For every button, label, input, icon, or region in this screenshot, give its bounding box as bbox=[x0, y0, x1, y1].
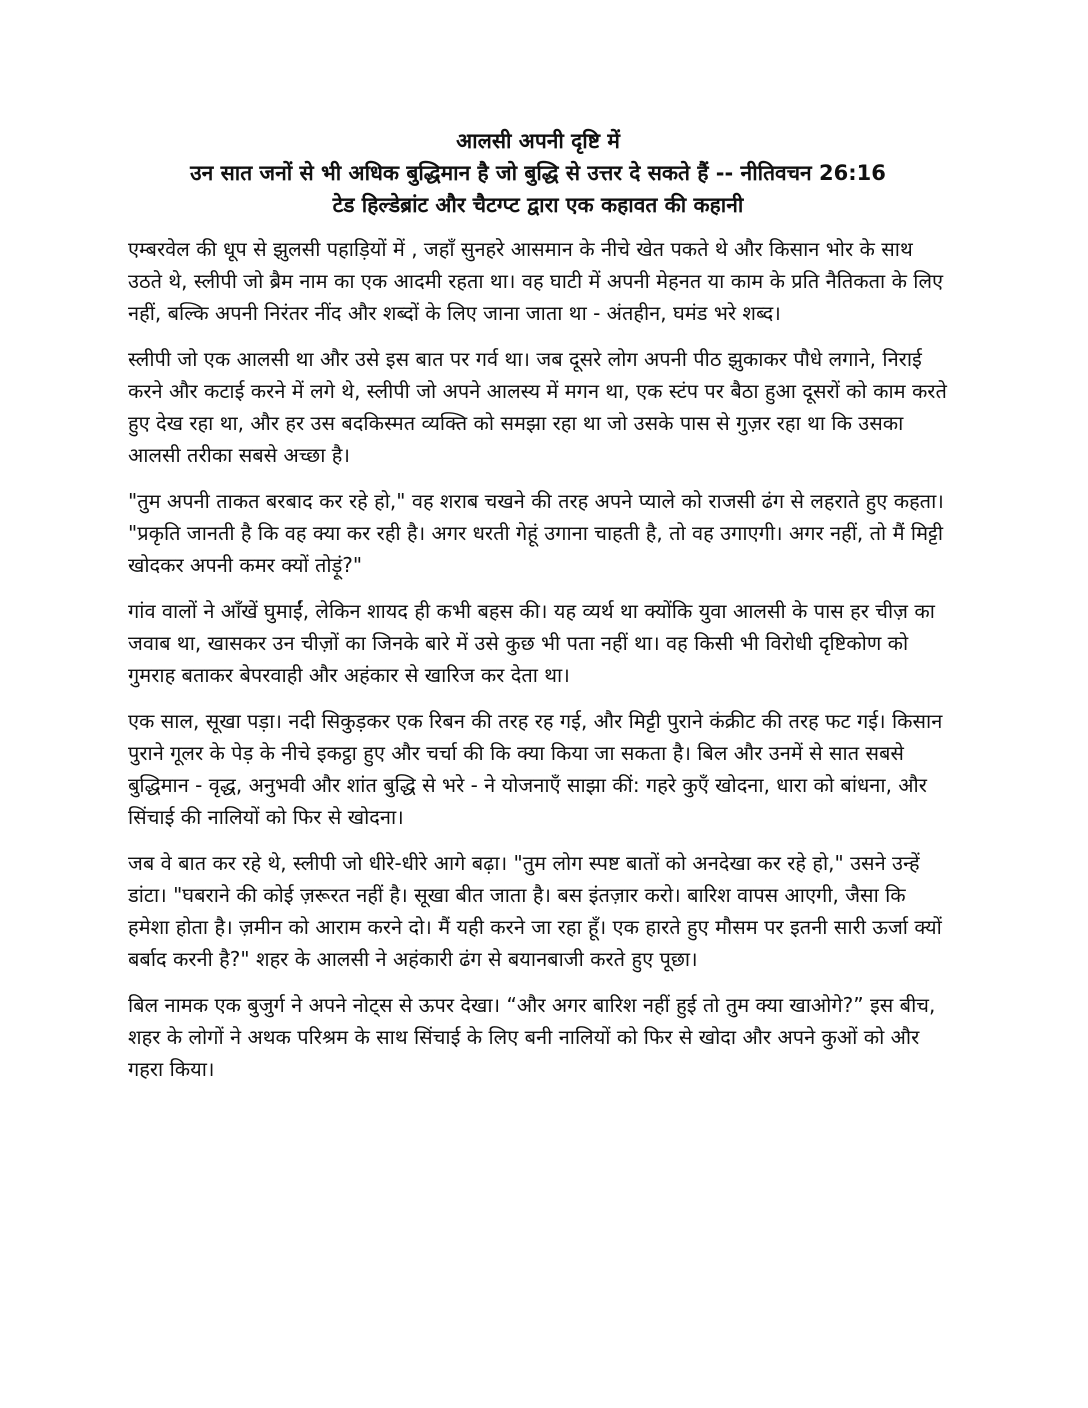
paragraph-3: "तुम अपनी ताकत बरबाद कर रहे हो," वह शराब चखने की तरह अपने प्याले को राजसी ढंग से लहराते हुए कहता। "प्रकृति जानती है कि वह क्या कर रही है। अगर धरती गेहूं उगाना चाहती है, तो वह उगाएगी। अगर नहीं, तो मैं मिट्टी खोदकर अपनी कमर क्यों तोड़ूं?" bbox=[128, 489, 944, 577]
paragraph-5: एक साल, सूखा पड़ा। नदी सिकुड़कर एक रिबन की तरह रह गई, और मिट्टी पुराने कंक्रीट की तरह फट गई। किसान पुराने गूलर के पेड़ के नीचे इकट्ठा हुए और चर्चा की कि क्या किया जा सकता है। बिल और उनमें से सात सबसे बुद्धिमान - वृद्ध, अनुभवी और शांत बुद्धि से भरे - ने योजनाएँ साझा कीं: गहरे कुएँ खोदना, धारा को बांधना, और सिंचाई की नालियों को फिर से खोदना। bbox=[128, 709, 943, 829]
title-block bbox=[128, 125, 948, 221]
document-body bbox=[128, 233, 948, 1085]
document-title: आलसी अपनी दृष्टि में bbox=[456, 129, 620, 153]
paragraph-1: एम्बरवेल की धूप से झुलसी पहाड़ियों में , जहाँ सुनहरे आसमान के नीचे खेत पकते थे और किसान भोर के साथ उठते थे, स्लीपी जो ब्रैम नाम का एक आदमी रहता था। वह घाटी में अपनी मेहनत या काम के प्रति नैतिकता के लिए नहीं, बल्कि अपनी निरंतर नींद और शब्दों के लिए जाना जाता था - अंतहीन, घमंड भरे शब्द। bbox=[128, 237, 944, 325]
paragraph-6: जब वे बात कर रहे थे, स्लीपी जो धीरे-धीरे आगे बढ़ा। "तुम लोग स्पष्ट बातों को अनदेखा कर रहे हो," उसने उन्हें डांटा। "घबराने की कोई ज़रूरत नहीं है। सूखा बीत जाता है। बस इंतज़ार करो। बारिश वापस आएगी, जैसा कि हमेशा होता है। ज़मीन को आराम करने दो। मैं यही करने जा रहा हूँ। एक हारते हुए मौसम पर इतनी सारी ऊर्जा क्यों बर्बाद करनी है?" शहर के आलसी ने अहंकारी ढंग से बयानबाजी करते हुए पूछा। bbox=[128, 851, 942, 971]
paragraph-2: स्लीपी जो एक आलसी था और उसे इस बात पर गर्व था। जब दूसरे लोग अपनी पीठ झुकाकर पौधे लगाने, निराई करने और कटाई करने में लगे थे, स्लीपी जो अपने आलस्य में मगन था, एक स्टंप पर बैठा हुआ दूसरों को काम करते हुए देख रहा था, और हर उस बदकिस्मत व्यक्ति को समझा रहा था जो उसके पास से गुज़र रहा था कि उसका आलसी तरीका सबसे अच्छा है। bbox=[128, 347, 947, 467]
paragraph-4: गांव वालों ने आँखें घुमाईं, लेकिन शायद ही कभी बहस की। यह व्यर्थ था क्योंकि युवा आलसी के पास हर चीज़ का जवाब था, खासकर उन चीज़ों का जिनके बारे में उसे कुछ भी पता नहीं था। वह किसी भी विरोधी दृष्टिकोण को गुमराह बताकर बेपरवाही और अहंकार से खारिज कर देता था। bbox=[128, 599, 935, 687]
paragraph-7: बिल नामक एक बुजुर्ग ने अपने नोट्स से ऊपर देखा। “और अगर बारिश नहीं हुई तो तुम क्या खाओगे?” इस बीच, शहर के लोगों ने अथक परिश्रम के साथ सिंचाई के लिए बनी नालियों को फिर से खोदा और अपने कुओं को और गहरा किया। bbox=[128, 993, 936, 1081]
document-subtitle-proverb: उन सात जनों से भी अधिक बुद्धिमान है जो बुद्धि से उत्तर दे सकते हैं -- नीतिवचन 26:16 bbox=[190, 161, 886, 185]
document-byline: टेड हिल्डेब्रांट और चैटग्प्ट द्वारा एक कहावत की कहानी bbox=[332, 193, 744, 217]
